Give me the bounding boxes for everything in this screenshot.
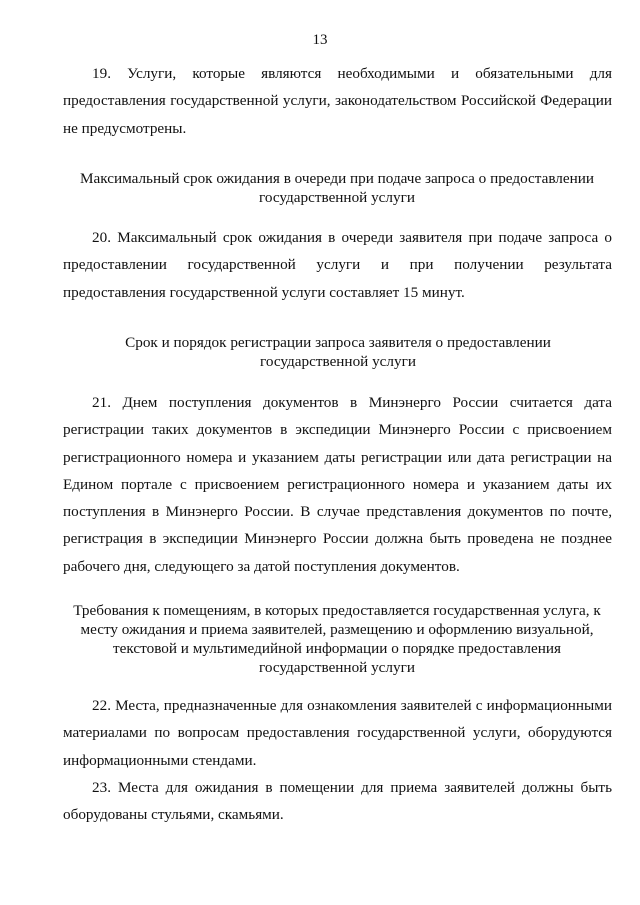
paragraph-20: 20. Максимальный срок ожидания в очереди заявителя при подаче запроса о предоставлении государственной услуги и при получении результата предоставления государственной услуги составляет 15 минут. [63, 229, 612, 301]
heading-registration: Срок и порядок регистрации запроса заявителя о предоставлении государственной услуги [125, 334, 551, 370]
paragraph-22: 22. Места, предназначенные для ознакомления заявителей с информационными материалами по вопросам предоставления государственной услуги, оборудуются информационными стендами. [63, 697, 612, 769]
page-number: 13 [312, 32, 328, 48]
heading-max-wait-time: Максимальный срок ожидания в очереди при подаче запроса о предоставлении государственной услуги [79, 170, 595, 206]
paragraph-23: 23. Места для ожидания в помещении для приема заявителей должны быть оборудованы стульями, скамьями. [63, 779, 612, 824]
paragraph-19: 19. Услуги, которые являются необходимыми и обязательными для предоставления государственной услуги, законодательством Российской Федерации не предусмотрены. [63, 65, 612, 137]
heading-premises-requirements: Требования к помещениям, в которых предоставляется государственная услуга, к месту ожидания и приема заявителей, размещению и оформлению визуальной, текстовой и мультимедийной информации о порядке предоставления государственной услуги [73, 602, 601, 676]
paragraph-21: 21. Днем поступления документов в Минэнерго России считается дата регистрации таких документов в экспедиции Минэнерго России с присвоением регистрационного номера и указанием даты регистрации или дата регистрации на Едином портале с присвоением регистрационного номера и указанием даты их поступления в Минэнерго России. В случае представления документов по почте, регистрация в экспедиции Минэнерго России должна быть проведена не позднее рабочего дня, следующего за датой поступления документов. [63, 394, 612, 575]
